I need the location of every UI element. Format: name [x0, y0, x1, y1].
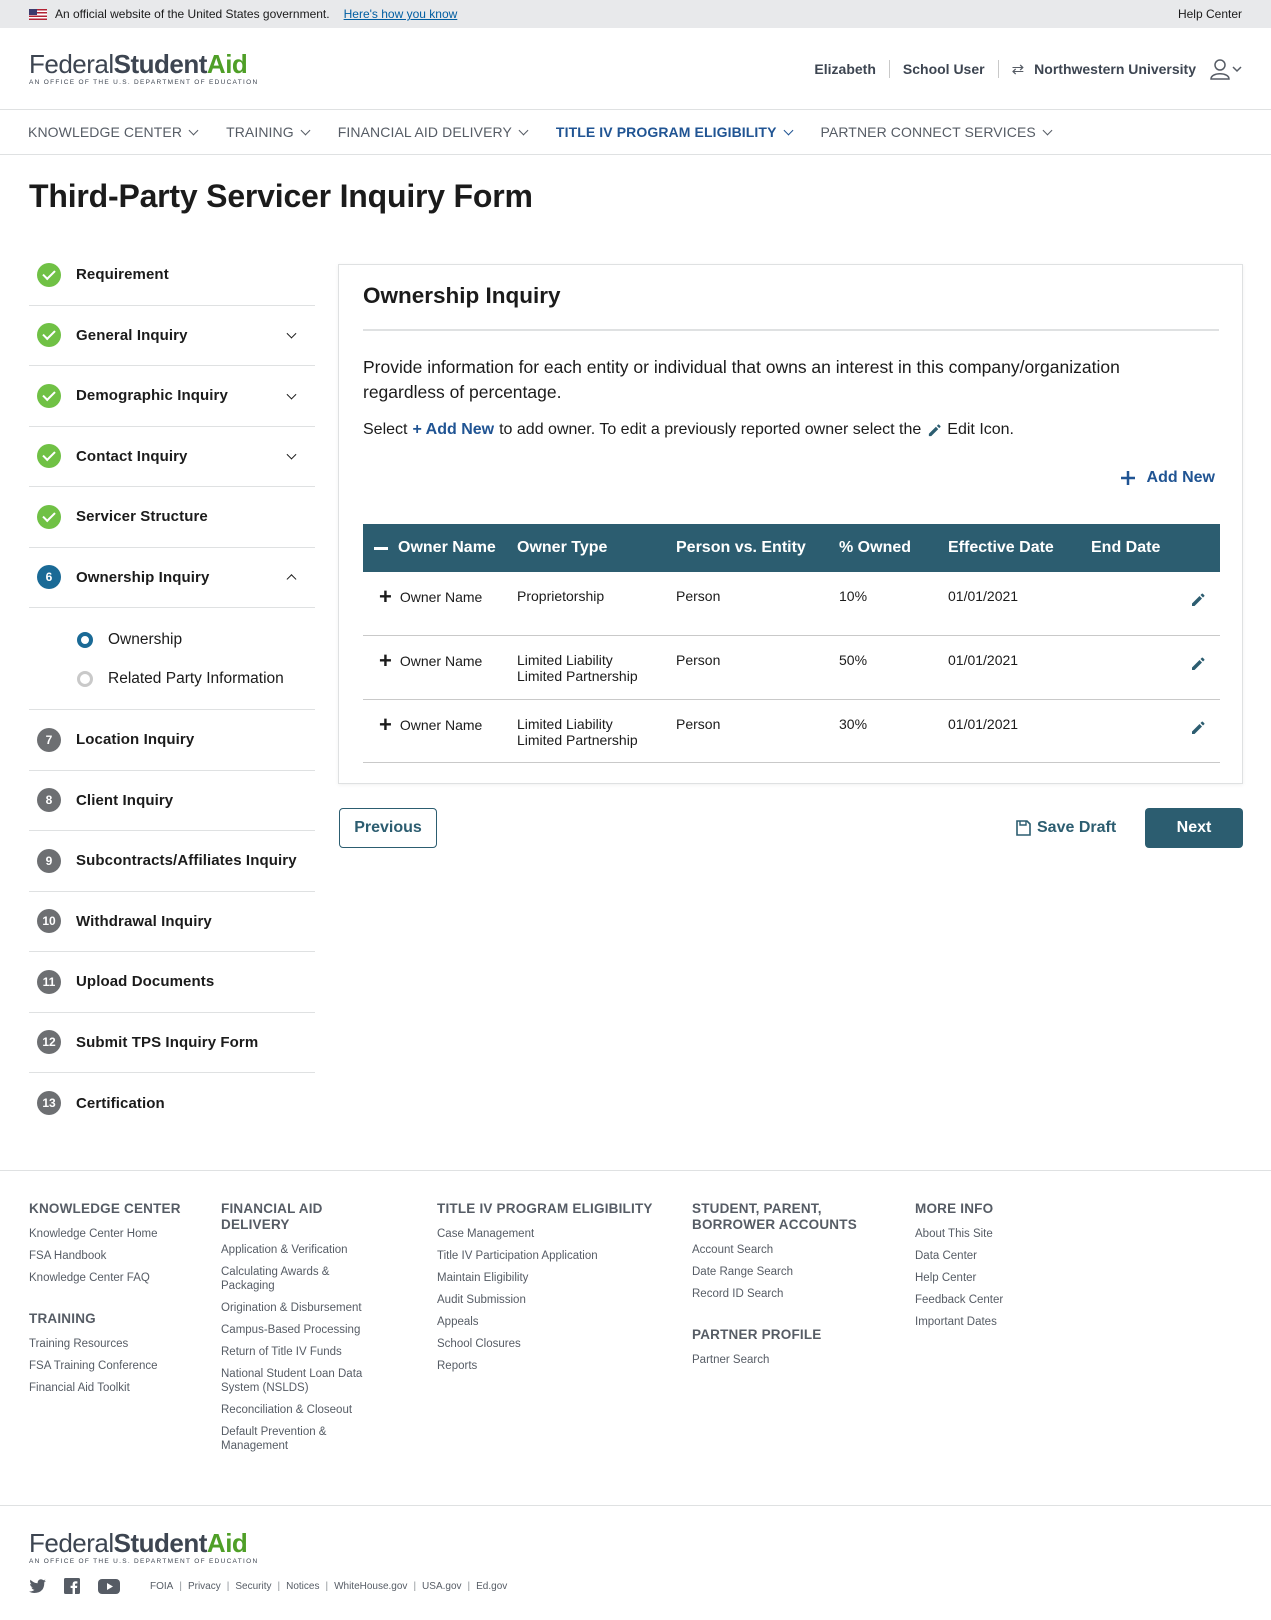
edit-icon[interactable]	[1190, 723, 1206, 739]
step-client-inquiry[interactable]	[29, 771, 315, 832]
step-withdrawal-inquiry[interactable]	[29, 892, 315, 953]
owner-type	[517, 636, 676, 700]
nav-title-iv-eligibility[interactable]	[556, 124, 792, 140]
col-end-date: End Date	[1091, 539, 1161, 556]
nav-financial-aid-delivery[interactable]	[338, 124, 527, 140]
footer-link[interactable]: Appeals	[437, 1316, 479, 1328]
footer-link[interactable]: Training Resources	[29, 1338, 129, 1350]
chevron-down-icon[interactable]	[287, 450, 297, 460]
substep-ownership[interactable]	[77, 620, 315, 660]
save-draft-button[interactable]	[1016, 808, 1116, 848]
footer-link[interactable]: School Closures	[437, 1338, 521, 1350]
legal-link-ed[interactable]: Ed.gov	[476, 1580, 508, 1592]
logo-student: Student	[113, 1528, 207, 1558]
effective-date: 01/01/2021	[948, 588, 1019, 604]
fsa-logo[interactable]	[29, 51, 258, 86]
step-number-badge: 9	[37, 849, 61, 873]
substep-label: Related Party Information	[108, 670, 284, 688]
person-entity: Person	[676, 588, 721, 604]
check-icon	[37, 505, 61, 529]
save-draft-label: Save Draft	[1037, 819, 1117, 836]
step-demographic-inquiry[interactable]	[29, 366, 315, 427]
step-label: Client Inquiry	[76, 791, 174, 809]
instr-add-ref: + Add New	[412, 421, 495, 438]
table-row	[363, 636, 1220, 700]
instr-end: Edit Icon.	[947, 421, 1014, 438]
legal-links: FOIA | Privacy | Security | Notices | WhiteHouse.gov | USA.gov | Ed.gov	[150, 1580, 508, 1592]
step-requirement[interactable]	[29, 245, 315, 306]
footer-link[interactable]: FSA Training Conference	[29, 1360, 158, 1372]
site-footer	[0, 1170, 1271, 1505]
intro-text: Provide information for each entity or individual that owns an interest in this company/organization regardless of percentage.	[363, 357, 1120, 402]
chevron-down-icon[interactable]	[287, 389, 297, 399]
footer-col-financial-aid	[221, 1201, 391, 1461]
step-ownership-inquiry[interactable]	[29, 548, 315, 609]
footer-heading: FINANCIAL AID DELIVERY	[221, 1201, 323, 1232]
chevron-up-icon[interactable]	[287, 574, 297, 584]
divider	[363, 329, 1219, 331]
owner-name: Owner Name	[399, 589, 483, 605]
footer-link[interactable]: Origination & Disbursement	[221, 1302, 362, 1314]
step-label: General Inquiry	[76, 326, 188, 344]
step-label: Submit TPS Inquiry Form	[76, 1033, 259, 1051]
percent-owned: 30%	[839, 715, 868, 732]
step-servicer-structure[interactable]	[29, 487, 315, 548]
footer-heading: MORE INFO	[915, 1201, 994, 1216]
substep-label: Ownership	[108, 630, 183, 648]
logo-aid: Aid	[206, 1528, 248, 1558]
logo-aid: Aid	[206, 49, 248, 79]
footer-heading: PARTNER PROFILE	[692, 1327, 822, 1342]
legal-link-foia[interactable]: FOIA	[150, 1580, 174, 1592]
main-nav	[0, 110, 1271, 155]
step-certification[interactable]	[29, 1073, 315, 1134]
edit-cell	[1091, 572, 1220, 636]
instr-select: Select	[363, 421, 408, 438]
check-icon	[37, 384, 61, 408]
footer-link[interactable]: Date Range Search	[692, 1266, 794, 1278]
gov-banner	[0, 0, 1271, 28]
school-name[interactable]: Northwestern University	[1034, 60, 1196, 77]
step-submit-tps[interactable]	[29, 1013, 315, 1074]
site-header	[0, 28, 1271, 110]
previous-button[interactable]: Previous	[339, 808, 437, 848]
footer-heading: STUDENT, PARENT, BORROWER ACCOUNTS	[692, 1201, 857, 1232]
table-header-row	[363, 524, 1220, 572]
step-number-badge: 10	[37, 909, 61, 933]
step-label: Upload Documents	[76, 973, 215, 991]
owner-name: Owner Name	[399, 653, 483, 669]
col-owner-name[interactable]	[363, 524, 517, 572]
logo-subtitle: AN OFFICE OF THE U.S. DEPARTMENT OF EDUCATION	[29, 79, 259, 86]
footer-link[interactable]: Help Center	[915, 1272, 977, 1284]
percent-owned: 10%	[839, 588, 868, 604]
footer-link[interactable]: Data Center	[915, 1250, 978, 1262]
user-name: Elizabeth	[814, 60, 876, 77]
step-label: Requirement	[76, 266, 169, 284]
plus-icon: +	[379, 648, 392, 673]
chevron-down-icon[interactable]	[287, 329, 297, 339]
legal-link-security[interactable]: Security	[235, 1580, 272, 1592]
table-row	[363, 572, 1220, 636]
step-number-badge: 13	[37, 1091, 61, 1115]
ownership-card	[338, 264, 1243, 784]
footer-link[interactable]: Title IV Participation Application	[437, 1250, 598, 1262]
footer-link[interactable]: Return of Title IV Funds	[221, 1346, 342, 1358]
footer-link[interactable]: Application & Verification	[221, 1244, 348, 1256]
footer-link[interactable]: Case Management	[437, 1228, 535, 1240]
divider	[998, 60, 999, 78]
footer-link[interactable]: National Student Loan Data System (NSLDS)	[221, 1368, 363, 1394]
expand-row-button[interactable]	[363, 584, 517, 609]
col-owner-type: Owner Type	[517, 539, 608, 556]
footer-link[interactable]: Audit Submission	[437, 1294, 526, 1306]
nav-training[interactable]	[226, 124, 309, 140]
fsa-logo-footer[interactable]	[29, 1530, 258, 1565]
chevron-down-icon	[518, 125, 528, 135]
add-new-button[interactable]	[1121, 469, 1215, 487]
footer-link[interactable]: Financial Aid Toolkit	[29, 1382, 130, 1394]
instruction-text	[363, 421, 1014, 439]
footer-link[interactable]: Knowledge Center FAQ	[29, 1272, 150, 1284]
plus-icon: +	[379, 711, 392, 737]
nav-partner-connect[interactable]	[821, 124, 1051, 140]
check-icon	[37, 263, 61, 287]
chevron-down-icon	[1042, 125, 1052, 135]
facebook-icon[interactable]	[64, 1578, 80, 1594]
page-title: Third-Party Servicer Inquiry Form	[29, 178, 533, 214]
footer-link[interactable]: Knowledge Center Home	[29, 1228, 158, 1240]
social-links	[29, 1578, 507, 1594]
radio-selected-icon	[77, 632, 93, 648]
nav-knowledge-center[interactable]	[28, 124, 197, 140]
legal-link-privacy[interactable]: Privacy	[187, 1580, 221, 1592]
footer-link[interactable]: Reconciliation & Closeout	[221, 1404, 353, 1416]
radio-empty-icon	[77, 671, 93, 687]
instr-middle: to add owner. To edit a previously reported owner select the	[499, 421, 922, 438]
divider	[889, 60, 890, 78]
official-text: An official website of the United States government.	[55, 7, 330, 21]
footer-link[interactable]: Account Search	[692, 1244, 774, 1256]
help-center-link[interactable]: Help Center	[1177, 7, 1242, 21]
chevron-down-icon	[1232, 65, 1242, 73]
footer-col-accounts	[692, 1201, 872, 1375]
footer-col-knowledge	[29, 1201, 181, 1403]
footer-link[interactable]: Important Dates	[915, 1316, 997, 1328]
chevron-down-icon	[300, 125, 310, 135]
nav-label: TITLE IV PROGRAM ELIGIBILITY	[555, 124, 777, 140]
percent-owned: 50%	[839, 652, 868, 668]
youtube-icon[interactable]	[98, 1579, 120, 1594]
how-you-know-link[interactable]: Here's how you know	[343, 7, 458, 21]
footer-link[interactable]: About This Site	[915, 1228, 993, 1240]
logo-student: Student	[113, 49, 207, 79]
step-label: Demographic Inquiry	[76, 387, 228, 405]
effective-date: 01/01/2021	[948, 652, 1019, 668]
step-number-badge: 11	[37, 970, 61, 994]
next-button[interactable]: Next	[1145, 808, 1243, 848]
save-icon	[1016, 820, 1031, 836]
step-label: Withdrawal Inquiry	[76, 912, 212, 930]
expand-row-button[interactable]	[363, 711, 517, 737]
add-new-label: Add New	[1146, 469, 1215, 486]
plus-icon	[1121, 471, 1135, 485]
step-label: Ownership Inquiry	[76, 568, 210, 586]
step-number-badge: 12	[37, 1030, 61, 1054]
step-label: Subcontracts/Affiliates Inquiry	[76, 852, 297, 870]
logo-federal: Federal	[29, 49, 114, 79]
logo-subtitle: AN OFFICE OF THE U.S. DEPARTMENT OF EDUCATION	[29, 1558, 259, 1565]
footer-link[interactable]: Maintain Eligibility	[437, 1272, 529, 1284]
footer-link[interactable]: Feedback Center	[915, 1294, 1004, 1306]
footer-link[interactable]: FSA Handbook	[29, 1250, 107, 1262]
edit-icon[interactable]	[1190, 595, 1206, 611]
col-person-entity: Person vs. Entity	[676, 539, 806, 556]
step-list	[29, 245, 315, 1134]
footer-link[interactable]: Calculating Awards & Packaging	[221, 1266, 330, 1292]
footer-link[interactable]: Record ID Search	[692, 1288, 784, 1300]
nav-label: PARTNER CONNECT SERVICES	[820, 124, 1036, 140]
owner-name: Owner Name	[399, 716, 483, 733]
plus-icon: +	[379, 584, 392, 609]
user-icon	[1210, 58, 1230, 80]
substep-related-party[interactable]	[77, 660, 315, 700]
twitter-icon[interactable]	[29, 1579, 46, 1593]
legal-link-notices[interactable]: Notices	[286, 1580, 320, 1592]
legal-link-whitehouse[interactable]: WhiteHouse.gov	[334, 1580, 408, 1592]
collapse-all-icon[interactable]	[374, 547, 388, 550]
table-row	[363, 699, 1220, 763]
user-menu[interactable]	[1210, 58, 1242, 80]
edit-icon[interactable]	[1190, 659, 1206, 675]
user-bar	[814, 58, 1242, 80]
footer-link[interactable]: Reports	[437, 1360, 478, 1372]
footer-col-more-info	[915, 1201, 1003, 1337]
footer-col-title-iv	[437, 1201, 653, 1381]
chevron-down-icon	[189, 125, 199, 135]
step-general-inquiry[interactable]	[29, 306, 315, 367]
step-number-badge: 7	[37, 728, 61, 752]
check-icon	[37, 444, 61, 468]
step-label: Location Inquiry	[76, 731, 195, 749]
owners-table	[363, 524, 1220, 763]
footer-heading: TRAINING	[29, 1311, 96, 1326]
legal-link-usa[interactable]: USA.gov	[422, 1580, 462, 1592]
owner-type-text: Limited Liability Limited Partnership	[517, 652, 638, 684]
footer-link[interactable]: Default Prevention & Management	[221, 1426, 327, 1452]
step-subcontracts-inquiry[interactable]	[29, 831, 315, 892]
owner-type: Proprietorship	[517, 588, 605, 604]
footer-link[interactable]: Partner Search	[692, 1354, 770, 1366]
ownership-substeps	[29, 608, 315, 710]
step-upload-documents[interactable]	[29, 952, 315, 1013]
footer-link[interactable]: Campus-Based Processing	[221, 1324, 361, 1336]
step-label: Certification	[76, 1094, 165, 1112]
step-number-badge: 8	[37, 788, 61, 812]
pencil-icon	[927, 423, 942, 438]
user-role: School User	[902, 60, 985, 77]
footer-heading: KNOWLEDGE CENTER	[29, 1201, 181, 1216]
nav-label: KNOWLEDGE CENTER	[28, 124, 183, 140]
person-entity: Person	[676, 715, 721, 732]
check-icon	[37, 323, 61, 347]
col-owned: % Owned	[839, 539, 912, 556]
header-label: Owner Name	[398, 539, 496, 556]
card-title: Ownership Inquiry	[363, 283, 561, 308]
owner-type	[517, 699, 676, 763]
step-label: Servicer Structure	[76, 508, 208, 526]
step-number-badge: 6	[37, 565, 61, 589]
logo-federal: Federal	[29, 1528, 114, 1558]
edit-cell	[1091, 699, 1220, 763]
footer-bottom	[0, 1505, 1271, 1620]
edit-cell	[1091, 636, 1220, 700]
person-entity: Person	[676, 652, 721, 668]
switch-icon[interactable]: ⇄	[1011, 60, 1025, 78]
owner-type-text: Limited Liability Limited Partnership	[517, 715, 638, 748]
footer-heading: TITLE IV PROGRAM ELIGIBILITY	[437, 1201, 653, 1216]
chevron-down-icon	[783, 125, 793, 135]
step-location-inquiry[interactable]	[29, 710, 315, 771]
us-flag-icon	[29, 9, 47, 20]
step-contact-inquiry[interactable]	[29, 427, 315, 488]
nav-label: FINANCIAL AID DELIVERY	[337, 124, 512, 140]
col-effective-date: Effective Date	[948, 539, 1054, 556]
nav-label: TRAINING	[226, 124, 294, 140]
step-label: Contact Inquiry	[76, 447, 188, 465]
expand-row-button[interactable]	[363, 648, 517, 673]
effective-date: 01/01/2021	[948, 715, 1019, 732]
